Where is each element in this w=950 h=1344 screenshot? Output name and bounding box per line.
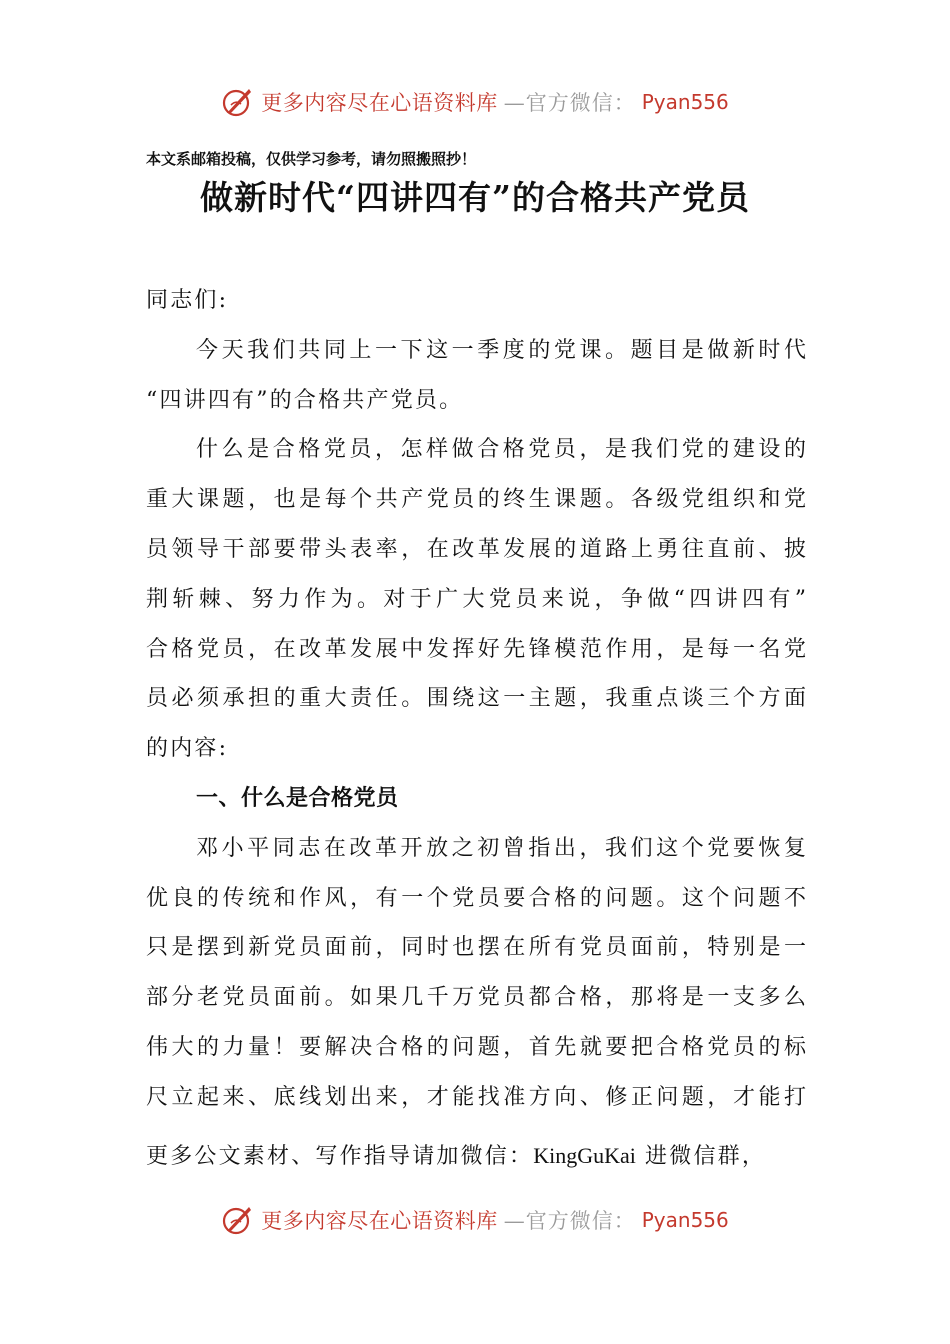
- watermark-wechat-id: Pyan556: [641, 1208, 729, 1232]
- body-line: “四讲四有”的合格共产党员。: [146, 387, 464, 413]
- quill-logo-icon: [221, 85, 255, 119]
- body-line: 什么是合格党员，怎样做合格党员，是我们党的建设的: [196, 437, 806, 463]
- body-line: 荆斩棘、努力作为。对于广大党员来说，争做“四讲四有”: [146, 586, 806, 612]
- body-line: 只是摆到新党员面前，同时也摆在所有党员面前，特别是一: [146, 935, 806, 961]
- promo-wechat-id: KingGuKai: [533, 1142, 636, 1168]
- body-line: 尺立起来、底线划出来，才能找准方向、修正问题，才能打: [146, 1084, 806, 1110]
- body-line: 合格党员，在改革发展中发挥好先锋模范作用，是每一名党: [146, 636, 806, 662]
- watermark-separator: —官方微信：: [503, 1209, 636, 1233]
- section-heading: 一、什么是合格党员: [196, 785, 399, 811]
- body-line: 的内容:: [146, 736, 229, 762]
- salutation-line: 同志们:: [146, 288, 229, 313]
- watermark-wechat-id: Pyan556: [641, 90, 729, 114]
- body-line: 邓小平同志在改革开放之初曾指出，我们这个党要恢复: [196, 835, 806, 861]
- quill-logo-icon: [221, 1203, 255, 1237]
- body-line: 员必须承担的重大责任。围绕这一主题，我重点谈三个方面: [146, 686, 806, 712]
- watermark-site-name: 更多内容尽在心语资料库: [261, 1209, 498, 1233]
- body-line: 部分老党员面前。如果几千万党员都合格，那将是一支多么: [146, 985, 806, 1011]
- body-line: 优良的传统和作风，有一个党员要合格的问题。这个问题不: [146, 885, 806, 911]
- promo-text: 更多公文素材、写作指导请加微信：: [146, 1143, 534, 1169]
- document-title: 做新时代“四讲四有”的合格共产党员: [200, 178, 750, 217]
- header-watermark: [0, 82, 950, 122]
- footer-watermark: [0, 1200, 950, 1240]
- body-line: 伟大的力量！要解决合格的问题，首先就要把合格党员的标: [146, 1034, 806, 1060]
- body-line: 重大课题，也是每个共产党员的终生课题。各级党组织和党: [146, 487, 806, 513]
- promo-text-end: 进微信群，: [635, 1143, 767, 1169]
- body-line: 员领导干部要带头表率，在改革发展的道路上勇往直前、披: [146, 536, 806, 562]
- body-line: 今天我们共同上一下这一季度的党课。题目是做新时代: [196, 337, 806, 363]
- submission-notice: 本文系邮箱投稿，仅供学习参考，请勿照搬照抄！: [146, 150, 477, 168]
- watermark-separator: —官方微信：: [503, 91, 636, 115]
- watermark-site-name: 更多内容尽在心语资料库: [261, 91, 498, 115]
- document-body: [146, 276, 806, 1180]
- promo-line: [146, 1131, 806, 1181]
